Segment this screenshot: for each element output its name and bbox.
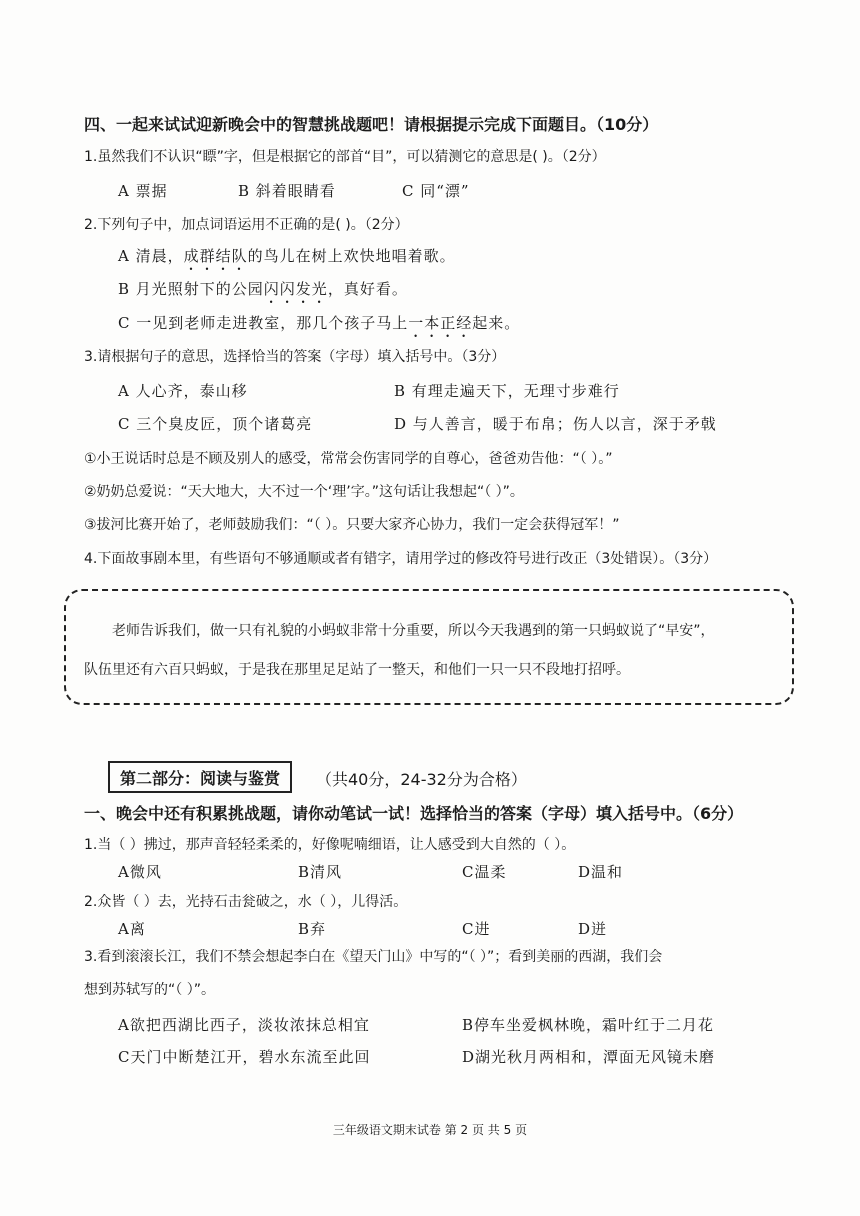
q3-stem: 3.请根据句子的意思，选择恰当的答案（字母）填入括号中。（3分） (84, 349, 506, 365)
p2-q3-option-d: D湖光秋月两相和，潭面无风镜未磨 (462, 1048, 716, 1066)
q3-option-a: A 人心齐，泰山移 (118, 382, 248, 400)
q2-b-post: ，真好看。 (327, 280, 408, 298)
part2-section1-heading: 一、晚会中还有积累挑战题，请你动笔试一试！选择恰当的答案（字母）填入括号中。（6分） (84, 804, 744, 823)
q2-option-b (118, 278, 408, 307)
q2-a-dotted-word: 成群结队 (183, 247, 248, 265)
q2-c-dotted-word: 一本正经 (408, 314, 473, 332)
q3-sentence-1: ①小王说话时总是不顾及别人的感受，常常会伤害同学的自尊心，爸爸劝告他：“（ ）。” (84, 451, 613, 467)
q2-b-dotted-word: 闪闪发光 (263, 280, 328, 298)
q2-stem: 2.下列句子中，加点词语运用不正确的是( )。（2分） (84, 217, 409, 233)
q2-c-pre: C 一见到老师走进教室，那几个孩子马上 (118, 314, 409, 332)
page-footer: 三年级语文期末试卷 第 2 页 共 5 页 (332, 1123, 528, 1137)
q2-c-post: 起来。 (472, 314, 521, 332)
script-box (64, 589, 794, 705)
section4-heading: 四、一起来试试迎新晚会中的智慧挑战题吧！请根据提示完成下面题目。（10分） (84, 115, 659, 134)
q3-sentence-3: ③拔河比赛开始了，老师鼓励我们：“（ ）。只要大家齐心协力，我们一定会获得冠军！” (84, 517, 620, 533)
p2-q3-stem-line2: 想到苏轼写的“（ ）”。 (84, 982, 215, 998)
q3-sentence-2: ②奶奶总爱说：“天大地大，大不过一个‘理’字。”这句话让我想起“（ ）”。 (84, 484, 524, 500)
p2-q3-option-c: C天门中断楚江开，碧水东流至此回 (118, 1048, 371, 1066)
q1-stem: 1.虽然我们不认识“瞟”字，但是根据它的部首“目”，可以猜测它的意思是( )。（2分） (84, 149, 606, 165)
p2-q2-stem: 2.众皆（ ）去，光持石击瓮破之，水（ ），儿得活。 (84, 894, 408, 910)
q2-option-a (118, 245, 456, 274)
q3-option-c: C 三个臭皮匠，顶个诸葛亮 (118, 415, 313, 433)
script-line-1: 老师告诉我们，做一只有礼貌的小蚂蚁非常十分重要，所以今天我遇到的第一只蚂蚁说了“早安”， (112, 623, 715, 639)
p2-q1-option-d: D温和 (578, 863, 624, 881)
q3-option-d: D 与人善言，暖于布帛；伤人以言，深于矛戟 (394, 415, 717, 433)
p2-q1-option-c: C温柔 (462, 863, 507, 881)
p2-q1-stem: 1.当（ ）拂过，那声音轻轻柔柔的，好像呢喃细语，让人感受到大自然的（ ）。 (84, 837, 576, 853)
p2-q3-option-b: B停车坐爱枫林晚，霜叶红于二月花 (462, 1016, 715, 1034)
part2-note: （共40分，24-32分为合格） (316, 770, 527, 789)
p2-q3-option-a: A欲把西湖比西子，淡妆浓抹总相宜 (118, 1016, 370, 1034)
p2-q1-option-a: A微风 (118, 863, 162, 881)
q1-option-a: A 票据 (118, 182, 168, 200)
q3-option-b: B 有理走遍天下，无理寸步难行 (394, 382, 620, 400)
part2-title-box (108, 761, 292, 793)
q1-option-c: C 同“漂” (402, 182, 470, 200)
q4-stem: 4.下面故事剧本里，有些语句不够通顺或者有错字，请用学过的修改符号进行改正（3处错误）。（3分） (84, 551, 718, 567)
p2-q2-option-b: B弃 (298, 920, 327, 938)
q2-b-pre: B 月光照射下的公园 (118, 280, 264, 298)
q2-option-c (118, 312, 520, 341)
script-line-2: 队伍里还有六百只蚂蚁，于是我在那里足足站了一整天，和他们一只一只不段地打招呼。 (84, 662, 630, 678)
q2-a-post: 的鸟儿在树上欢快地唱着歌。 (247, 247, 456, 265)
p2-q3-stem-line1: 3.看到滚滚长江，我们不禁会想起李白在《望天门山》中写的“（ ）”；看到美丽的西湖，我们会 (84, 949, 663, 965)
part2-title: 第二部分：阅读与鉴赏 (120, 768, 281, 788)
p2-q2-option-c: C进 (462, 920, 491, 938)
p2-q2-option-a: A离 (118, 920, 146, 938)
q1-option-b: B 斜着眼睛看 (238, 182, 336, 200)
q2-a-pre: A 清晨， (118, 247, 184, 265)
p2-q1-option-b: B清风 (298, 863, 343, 881)
p2-q2-option-d: D迸 (578, 920, 608, 938)
